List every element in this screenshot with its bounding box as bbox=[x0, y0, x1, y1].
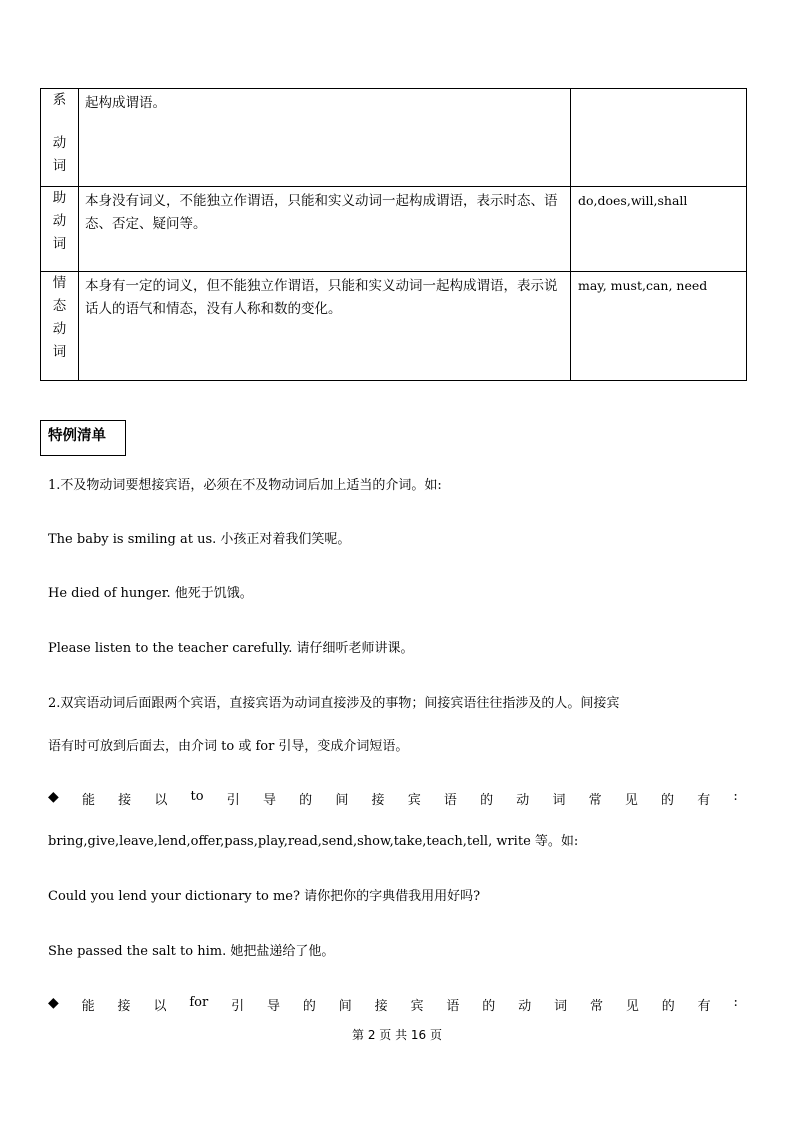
heading-word: 常 bbox=[589, 999, 603, 1014]
heading-word: 常 bbox=[588, 793, 602, 808]
heading-word: 宾 bbox=[407, 793, 421, 808]
heading-word: : bbox=[733, 995, 738, 1010]
heading-word: 词 bbox=[554, 999, 568, 1014]
examples-cell bbox=[571, 89, 747, 187]
example-sentence: Please listen to the teacher carefully. 请仔细听老师讲课。 bbox=[48, 641, 414, 656]
heading-word: 的 bbox=[661, 793, 675, 808]
heading-word: 接 bbox=[374, 999, 388, 1014]
heading-word: 见 bbox=[625, 999, 639, 1014]
examples-cell bbox=[571, 272, 747, 381]
diamond-bullet-icon: ◆ bbox=[48, 789, 59, 805]
heading-word: 动 bbox=[516, 793, 530, 808]
category-char: 动 bbox=[52, 135, 67, 151]
heading-word: 引 bbox=[226, 793, 240, 808]
rule-1-text: 1.不及物动词要想接宾语，必须在不及物动词后加上适当的介词。如: bbox=[48, 478, 442, 493]
heading-word: 间 bbox=[338, 999, 352, 1014]
heading-word: 见 bbox=[624, 793, 638, 808]
for-verbs-heading bbox=[48, 995, 738, 1014]
heading-word: for bbox=[189, 995, 209, 1010]
examples-text bbox=[571, 89, 746, 93]
heading-word: 以 bbox=[154, 793, 168, 808]
heading-word: 动 bbox=[518, 999, 532, 1014]
example-sentence: He died of hunger. 他死于饥饿。 bbox=[48, 586, 253, 601]
heading-word: 接 bbox=[118, 793, 132, 808]
to-verbs-list: bring,give,leave,lend,offer,pass,play,read,send,show,take,teach,tell, write 等。如: bbox=[48, 834, 579, 849]
heading-word: 的 bbox=[299, 793, 313, 808]
category-cell bbox=[41, 89, 79, 187]
heading-word: 的 bbox=[661, 999, 675, 1014]
heading-word: 词 bbox=[552, 793, 566, 808]
category-char: 动 bbox=[52, 213, 67, 229]
description-text: 本身没有词义，不能独立作谓语，只能和实义动词一起构成谓语，表示时态、语态、否定、疑问等。 bbox=[85, 193, 558, 232]
examples-text: do,does,will,shall bbox=[578, 193, 688, 208]
example-sentence: Could you lend your dictionary to me? 请你把你的字典借我用用好吗? bbox=[48, 889, 481, 904]
examples-text: may, must,can, need bbox=[578, 278, 708, 293]
heading-word: 能 bbox=[81, 999, 95, 1014]
category-char: 词 bbox=[52, 158, 67, 174]
description-text: 本身有一定的词义，但不能独立作谓语，只能和实义动词一起构成谓语，表示说话人的语气和情态，没有人称和数的变化。 bbox=[85, 278, 558, 317]
table-row bbox=[41, 89, 747, 187]
heading-word: 以 bbox=[153, 999, 167, 1014]
category-char: 词 bbox=[52, 236, 67, 252]
section-heading-box bbox=[40, 420, 126, 456]
rule-2-text-line-1: 2.双宾语动词后面跟两个宾语，直接宾语为动词直接涉及的事物；间接宾语往往指涉及的人。间接宾 bbox=[48, 696, 620, 711]
page-footer: 第 2 页 共 16 页 bbox=[352, 1028, 442, 1042]
category-char: 动 bbox=[52, 321, 67, 337]
category-char: 词 bbox=[52, 344, 67, 360]
heading-word: to bbox=[190, 789, 204, 804]
category-char: 态 bbox=[52, 298, 67, 314]
description-cell bbox=[79, 187, 571, 272]
heading-word: 导 bbox=[266, 999, 280, 1014]
heading-word: : bbox=[733, 789, 738, 804]
heading-word: 导 bbox=[262, 793, 276, 808]
heading-word: 接 bbox=[371, 793, 385, 808]
heading-word: 引 bbox=[231, 999, 245, 1014]
heading-word: 的 bbox=[482, 999, 496, 1014]
description-cell bbox=[79, 272, 571, 381]
category-cell bbox=[41, 272, 79, 381]
table-row bbox=[41, 272, 747, 381]
category-char: 助 bbox=[52, 190, 67, 206]
rule-2-text-line-2: 语有时可放到后面去，由介词 to 或 for 引导，变成介词短语。 bbox=[48, 739, 409, 754]
heading-word: 的 bbox=[302, 999, 316, 1014]
description-text: 起构成谓语。 bbox=[85, 95, 166, 111]
to-verbs-heading bbox=[48, 789, 738, 808]
description-cell bbox=[79, 89, 571, 187]
verb-type-table bbox=[40, 88, 747, 381]
heading-word: 宾 bbox=[410, 999, 424, 1014]
example-sentence: The baby is smiling at us. 小孩正对着我们笑呢。 bbox=[48, 532, 351, 547]
category-char: 情 bbox=[52, 275, 67, 291]
heading-word: 的 bbox=[480, 793, 494, 808]
category-cell bbox=[41, 187, 79, 272]
heading-word: 语 bbox=[446, 999, 460, 1014]
examples-cell bbox=[571, 187, 747, 272]
diamond-bullet-icon: ◆ bbox=[48, 995, 59, 1011]
heading-word: 间 bbox=[335, 793, 349, 808]
example-sentence: She passed the salt to him. 她把盐递给了他。 bbox=[48, 944, 335, 959]
category-char: 系 bbox=[52, 92, 67, 108]
heading-word: 有 bbox=[697, 793, 711, 808]
section-title: 特例清单 bbox=[48, 428, 106, 444]
table-row bbox=[41, 187, 747, 272]
heading-word: 有 bbox=[697, 999, 711, 1014]
heading-word: 能 bbox=[81, 793, 95, 808]
heading-word: 接 bbox=[117, 999, 131, 1014]
heading-word: 语 bbox=[443, 793, 457, 808]
